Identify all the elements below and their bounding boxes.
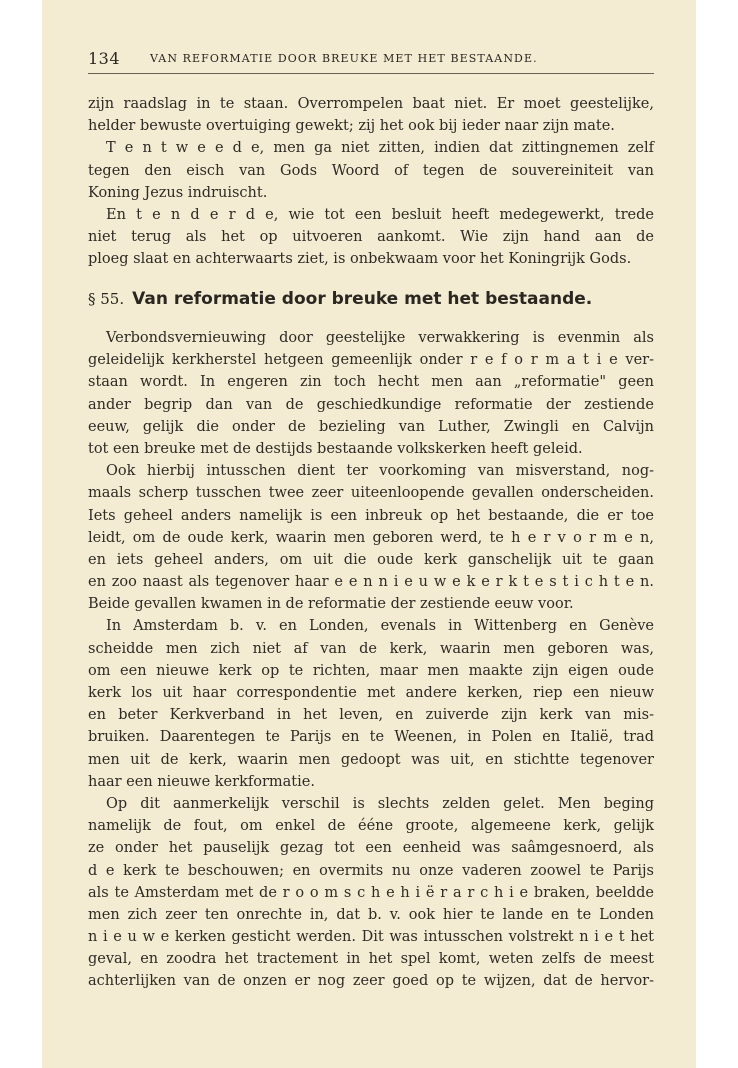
text-line: zijn raadslag in te staan. Overrompelen baat niet. Er moet geestelijke, xyxy=(88,96,654,112)
text-line: eeuw, gelijk die onder de bezieling van Luther, Zwingli en Calvijn xyxy=(88,418,654,435)
section-heading xyxy=(88,289,654,309)
top-paragraphs xyxy=(88,93,654,271)
text-line: men zich zeer ten onrechte in, dat b. v. ook hier te lande en te Londen xyxy=(88,906,654,923)
scan-margin-left xyxy=(0,0,42,1068)
text-line: ze onder het pauselijk gezag tot een eenheid was saâmgesnoerd, als xyxy=(88,840,654,857)
text-line: ploeg slaat en achterwaarts ziet, is onbekwaam voor het Koningrijk Gods. xyxy=(88,251,632,268)
text-line: kerk los uit haar correspondentie met andere kerken, riep een nieuw xyxy=(88,685,654,701)
text-line: Ook hierbij intusschen dient ter voorkoming van misverstand, nog- xyxy=(106,463,654,480)
text-line: In Amsterdam b. v. en Londen, evenals in Wittenberg en Genève xyxy=(106,618,654,635)
text-line: en iets geheel anders, om uit die oude kerk ganschelijk uit te gaan xyxy=(88,551,654,568)
text-line: En t e n d e r d e, wie tot een besluit heeft medegewerkt, trede xyxy=(106,206,654,223)
text-line: Beide gevallen kwamen in de reformatie der zestiende eeuw voor. xyxy=(88,596,574,613)
page-number: 134 xyxy=(88,49,121,68)
section-number: § 55. xyxy=(88,290,125,308)
section-body xyxy=(88,327,654,993)
running-head: VAN REFORMATIE DOOR BREUKE MET HET BESTAANDE. xyxy=(150,52,538,65)
text-line: achterlijken van de onzen er nog zeer goed op te wijzen, dat de hervor- xyxy=(88,973,654,990)
text-line: ander begrip dan van de geschiedkundige reformatie der zestiende xyxy=(88,396,654,413)
header-rule xyxy=(88,73,654,74)
text-line: men uit de kerk, waarin men gedoopt was uit, en stichtte tegenover xyxy=(88,751,654,768)
section-title: Van reformatie door breuke met het bestaande. xyxy=(132,289,593,309)
text-line: Verbondsvernieuwing door geestelijke verwakkering is evenmin als xyxy=(106,330,654,346)
text-line: d e kerk te beschouwen; en overmits nu onze vaderen zoowel te Parijs xyxy=(88,862,654,879)
text-line: Op dit aanmerkelijk verschil is slechts zelden gelet. Men beging xyxy=(106,795,654,812)
text-line: als te Amsterdam met de r o o m s c h e h i ë r a r c h i e braken, beeldde xyxy=(88,884,654,901)
text-line: n i e u w e kerken gesticht werden. Dit was intusschen volstrekt n i e t het xyxy=(88,929,654,946)
text-line: maals scherp tusschen twee zeer uiteenloopende gevallen onderscheiden. xyxy=(88,485,654,502)
text-line: T e n t w e e d e, men ga niet zitten, indien dat zittingnemen zelf xyxy=(106,140,654,157)
text-line: scheidde men zich niet af van de kerk, waarin men geboren was, xyxy=(88,640,654,657)
text-line: Iets geheel anders namelijk is een inbreuk op het bestaande, die er toe xyxy=(88,507,654,524)
text-line: leidt, om de oude kerk, waarin men geboren werd, te h e r v o r m e n, xyxy=(88,529,654,546)
text-line: namelijk de fout, om enkel de ééne groote, algemeene kerk, gelijk xyxy=(88,818,654,835)
text-line: en zoo naast als tegenover haar e e n n i e u w e k e r k t e s t i c h t e n. xyxy=(88,574,654,591)
text-line: staan wordt. In engeren zin toch hecht men aan „reformatie" geen xyxy=(88,374,654,391)
text-line: haar een nieuwe kerkformatie. xyxy=(88,773,315,790)
text-line: en beter Kerkverband in het leven, en zuiverde zijn kerk van mis- xyxy=(88,707,654,724)
text-line: geval, en zoodra het tractement in het spel komt, weten zelfs de meest xyxy=(88,951,654,968)
text-line: niet terug als het op uitvoeren aankomt. Wie zijn hand aan de xyxy=(88,229,654,246)
text-line: tegen den eisch van Gods Woord of tegen de souvereiniteit van xyxy=(88,162,654,179)
text-line: Koning Jezus indruischt. xyxy=(88,184,268,201)
text-line: geleidelijk kerkherstel hetgeen gemeenlijk onder r e f o r m a t i e ver- xyxy=(88,352,654,369)
scan-margin-right xyxy=(696,0,738,1068)
text-line: helder bewuste overtuiging gewekt; zij het ook bij ieder naar zijn mate. xyxy=(88,118,615,135)
text-line: bruiken. Daarentegen te Parijs en te Weenen, in Polen en Italië, trad xyxy=(88,729,654,746)
text-line: om een nieuwe kerk op te richten, maar men maakte zijn eigen oude xyxy=(88,662,654,679)
text-line: tot een breuke met de destijds bestaande volkskerken heeft geleid. xyxy=(88,440,583,457)
